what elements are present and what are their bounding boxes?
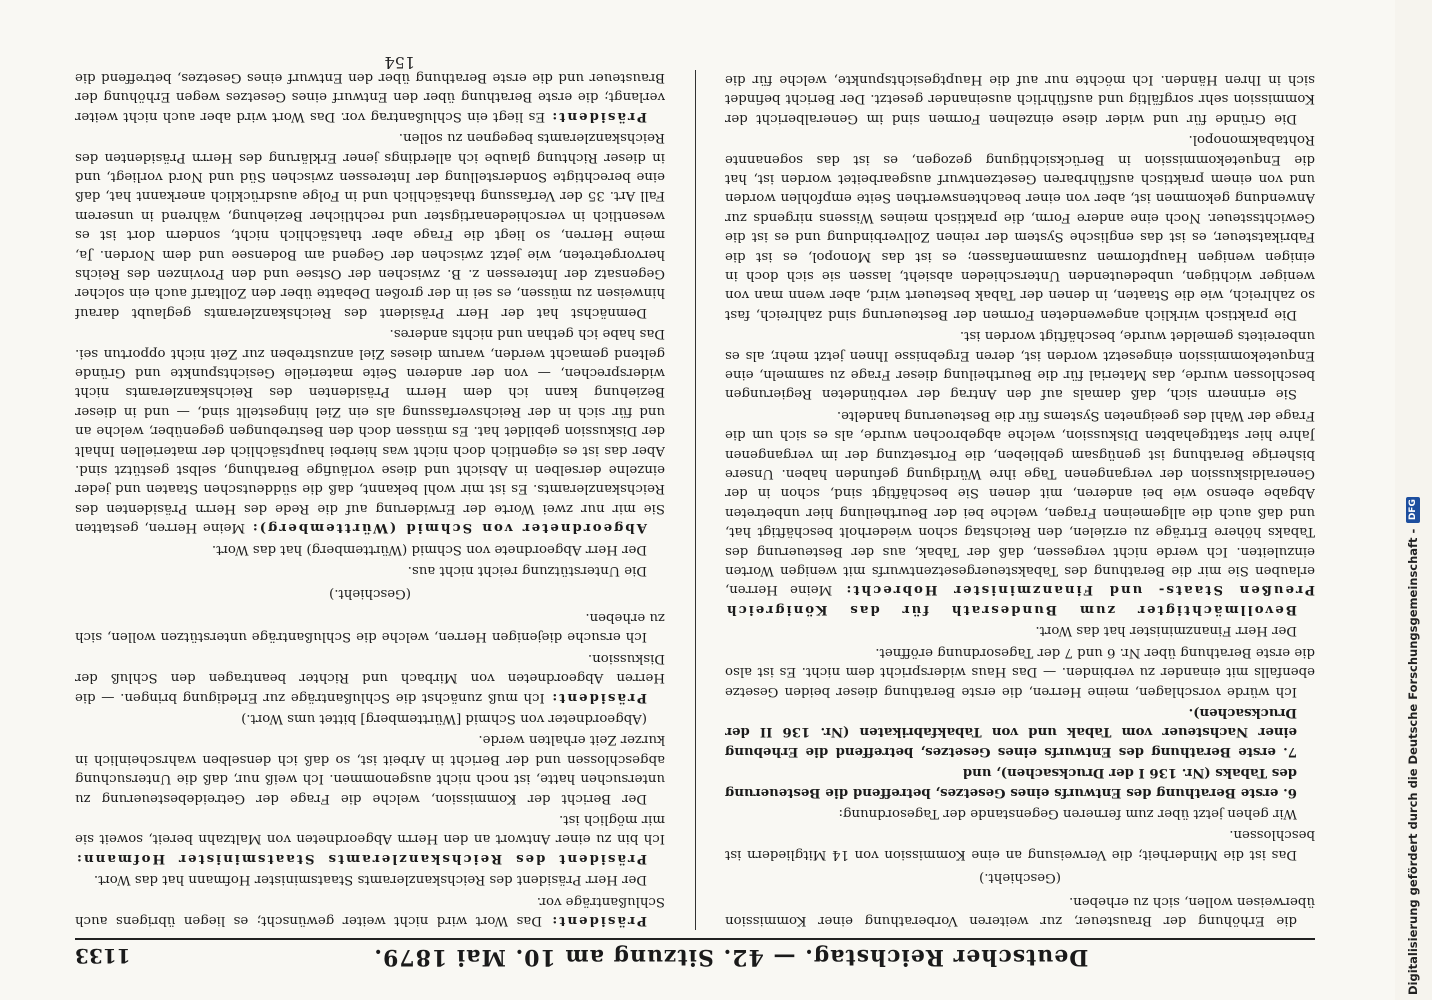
- paragraph: [725, 621, 1315, 640]
- paragraph: [725, 825, 1315, 864]
- digitisation-note: [1406, 497, 1420, 995]
- digitisation-strip: [1397, 0, 1432, 1000]
- paragraph-text: (Abgeordneter von Schmid [Württemberg] bittet ums Wort.): [241, 710, 647, 726]
- paragraph: [75, 324, 665, 537]
- speaker-name: Präsident:: [550, 689, 647, 705]
- paragraph-text: (Geschieht.): [329, 586, 411, 602]
- paragraph: [725, 70, 1315, 128]
- paragraph: [75, 70, 665, 126]
- paragraph-text: Ich ersuche diejenigen Herren, welche die Schlußanträge unterstützen wollen, sich zu erheben.: [75, 609, 665, 645]
- paragraph: [75, 891, 665, 930]
- agenda-item: [725, 703, 1315, 761]
- paragraph-text: Ich muß zunächst die Schlußanträge zur Erledigung bringen. — die Herren Abgeordneten von Mirbach und Richter beantragen den Schluß der Diskussion.: [75, 650, 665, 705]
- paragraph: [75, 561, 665, 580]
- column-divider: [695, 70, 696, 930]
- paragraph-text: Die Unterstützung reicht nicht aus.: [407, 563, 647, 579]
- paragraph-text: 7. erste Berathung des Entwurfs eines Gesetzes, betreffend die Erhebung einer Nachsteuer vom Tabak und von Tabakfabrikaten (Nr. 136 II der Drucksachen).: [725, 704, 1297, 759]
- paragraph: [75, 730, 665, 808]
- header-rule: [75, 938, 1315, 940]
- paragraph-text: Sie erinnern sich, daß damals auf den Antrag der verbündeten Regierungen beschlossen wurde, das Material für die Beurtheilung dieser Frage zu sammeln, eine Enquetekommission eingesetzt worden ist, deren Ergebnisse Ihnen jetzt mehr, als es unbereitets gemeldet wurde, beschäftigt worden ist.: [725, 328, 1315, 402]
- paragraph-text: 6. erste Berathung des Entwurfs eines Gesetzes, betreffend die Besteuerung des Tabaks (Nr. 136 I der Drucksachen), und: [725, 765, 1297, 800]
- paragraph: [75, 608, 665, 647]
- paragraph-text: Wir gehen jetzt über zum ferneren Gegenstande der Tagesordnung:: [838, 805, 1297, 821]
- paragraph-text: Die Gründe für und wider diese einzelnen Formen sind im Generalbericht der Kommission sehr sorgfältig und ausführlich auseinander gesetzt. Der Bericht befindet sich in Ihren Händen. Ich möchte nur auf die Hauptgesichtspunkte, welche für die: [725, 71, 1315, 126]
- paragraph-text: Meine Herren, gestatten Sie mir nur zwei Worte der Erwiderung auf die Rede des Herrn Präsidenten des Reichskanzleramts. Es ist mir wohl bekannt, daß die süddeutschen Staaten und jeder einzelne derselben in Absicht und diese vorläufige Berathung, selbst gestützt sind. Aber das ist es eigentlich doch nicht was hierbei hauptsächlich der materiellen Inhalt der Diskussion gebildet hat. Es müssen doch den Bestrebungen gegenüber, welche an und für sich in der Reichsverfassung als ein Ziel hingestellt sind, — und in dieser Beziehung kann ich dem Herrn Präsidenten des Reichskanzleramts nicht widersprechen, — von der anderen Seite materielle Gesichtspunkte und Gründe geltend gemacht werden, warum dieses Ziel anzustreben zur Zeit nicht opportun sei. Das habe ich gethan und nichts anderes.: [75, 326, 665, 536]
- paragraph: [725, 326, 1315, 404]
- paragraph-text: Das ist die Minderheit; die Verweisung an eine Kommission von 14 Mitgliedern ist beschlossen.: [725, 827, 1315, 862]
- speaker-name: Abgeordneter von Schmid (Württemberg):: [250, 520, 647, 536]
- agenda-item: [725, 763, 1315, 802]
- stage-direction: [75, 584, 665, 603]
- paragraph-text: (Geschieht.): [979, 870, 1061, 886]
- speaker-name: Präsident des Reichskanzleramts Staatsminister Hofmann:: [75, 850, 647, 866]
- digitisation-text: Digitalisierung gefördert durch die Deutsche Forschungsgemeinschaft -: [1406, 528, 1420, 995]
- paragraph-text: Ich würde vorschlagen, meine Herren, die erste Berathung dieser beiden Gesetze ebenfalls mit einander zu verbinden. — Das Haus widerspricht dem nicht. Es ist also die erste Berathung über Nr. 6 und 7 der Tagesordnung eröffnet.: [725, 644, 1315, 699]
- paragraph-text: Demnächst hat der Herr Präsident des Reichskanzleramts geglaubt darauf hinweisen zu müssen, es sei in der großen Debatte über den Zolltarif auch ein solcher Gegensatz der Interessen z. B. zwischen der Ostsee und den Provinzen des Reichs hervorgetreten, wie jetzt zwischen der Gegend am Bodensee und dem Norden. Ja, meine Herren, so liegt die Frage aber thatsächlich nicht, sondern dort ist es wesentlich in verschiedenartigster und rechtlicher Beziehung, während in unserem Fall Art. 35 der Verfassung thatsächlich und in Folge ausdrücklich anerkannt hat, daß eine berechtigte Sonderstellung der Interessen zwischen Süd und Nord vorliegt, und in dieser Richtung glaube ich allerdings jener Erklärung des Herrn Präsidenten des Reichskanzleramts begegnen zu sollen.: [75, 130, 665, 320]
- paragraph-text: Der Bericht der Kommission, welche die Frage der Getreidebesteuerung zu untersuchen hatte, ist noch nicht ausgenommen. Ich weiß nur, daß die Untersuchung abgeschlossen und der Bericht in Arbeit ist, so daß ich denselben wahrscheinlich in kurzer Zeit erhalten werde.: [75, 732, 665, 806]
- paragraph: [75, 870, 665, 889]
- page-number: 1133: [75, 944, 131, 968]
- paragraph-text: Die praktisch wirklich angewendeten Formen der Besteuerung sind zahlreich, fast so zahlreich, wie die Staaten, in denen der Tabak besteuert wird, aber wenn man von weniger wichtigen, unbedeutenden Unterschieden absieht, lassen sie sich doch in einigen wenigen Hauptformen zusammenfassen; es ist das Monopol, es ist die Fabrikatsteuer, es ist das englische System der reinen Zollverbindung und es ist die Gewichtssteuer. Noch eine andere Form, die praktisch meines Wissens nirgends zur Anwendung gekommen ist, aber von einer beachtenswerthen Seite empfohlen worden und von einem praktisch ausführbaren Gesetzentwurf ausgearbeitet worden ist, hat die Enquetekommission in Berücksichtigung gezogen, es ist das sogenannte Rohtabakmonopol.: [725, 132, 1315, 322]
- paragraph-text: die Erhöhung der Brausteuer, zur weiteren Vorberathung einer Kommission überweisen wollen, sich zu erheben.: [725, 893, 1315, 928]
- paragraph-text: Meine Herren, erlauben Sie mir die Berathung des Tabaksteuergesetzentwurfs mit wenigen Worten einzuleiten. Ich werde nicht vergessen, daß der Tabak, aus der Besteuerung des Tabaks höhere Erträge zu erzielen, den Reichstag schon wiederholt beschäftigt hat, und daß auch die allgemeinen Fragen, welche bei der Beurtheilung hier unbetreten Abgabe ebenso wie bei anderen, mit denen Sie beschäftigt sind, schon in der Generaldiskussion der vergangenen Tage ihre Würdigung gefunden haben. Unsere bisherige Berathung ist genügsam geblieben, die Fortsetzung der im vergangenen Jahre hier stattgehabten Diskussion, welche abgebrochen wurde, als es sich um die Frage der Wahl des geeigneten Systems für die Besteuerung handelte.: [725, 407, 1315, 598]
- signature-mark: 154: [384, 53, 415, 72]
- paragraph: [75, 128, 665, 322]
- paragraph: [75, 709, 665, 728]
- paragraph-text: Ich bin zu einer Antwort an den Herrn Abgeordneten von Maltzahn bereit, soweit sie mir möglich ist.: [75, 811, 665, 847]
- dfg-logo-icon: DFG: [1406, 497, 1420, 523]
- paragraph: [75, 648, 665, 706]
- speaker-name: Präsident:: [550, 108, 647, 124]
- paragraph: [725, 642, 1315, 700]
- left-column: [725, 70, 1315, 930]
- stage-direction: [725, 868, 1315, 887]
- paragraph: [725, 405, 1315, 618]
- paragraph-text: Das Wort wird nicht weiter gewünscht; es liegen übrigens auch Schlußanträge vor.: [75, 893, 665, 928]
- paragraph: [725, 891, 1315, 930]
- running-header: [75, 944, 1315, 980]
- header-title: Deutscher Reichstag. — 42. Sitzung am 10. Mai 1879.: [373, 944, 1089, 970]
- paragraph-text: Der Herr Finanzminister hat das Wort.: [1035, 623, 1297, 639]
- paragraph: [725, 804, 1315, 823]
- paragraph-text: Der Herr Präsident des Reichskanzleramts Staatsminister Hofmann hat das Wort.: [93, 872, 647, 888]
- paragraph-text: Es liegt ein Schlußantrag vor. Das Wort wird aber auch nicht weiter verlangt; die erste Berathung über den Entwurf eines Gesetzes wegen Erhöhung der Brausteuer und die erste Berathung über den Entwurf eines Gesetzes, betreffend die: [75, 70, 665, 124]
- speaker-name: Präsident:: [550, 913, 647, 928]
- paragraph: [75, 539, 665, 558]
- paragraph: [75, 810, 665, 868]
- right-column: [75, 70, 665, 930]
- speaker-name: Bevollmächtigter zum Bundesrath für das Königreich Preußen Staats- und Finanzminister Hobrecht:: [725, 582, 1315, 617]
- paragraph-text: Der Herr Abgeordnete von Schmid (Württemberg) hat das Wort.: [211, 541, 647, 557]
- paragraph: [725, 130, 1315, 324]
